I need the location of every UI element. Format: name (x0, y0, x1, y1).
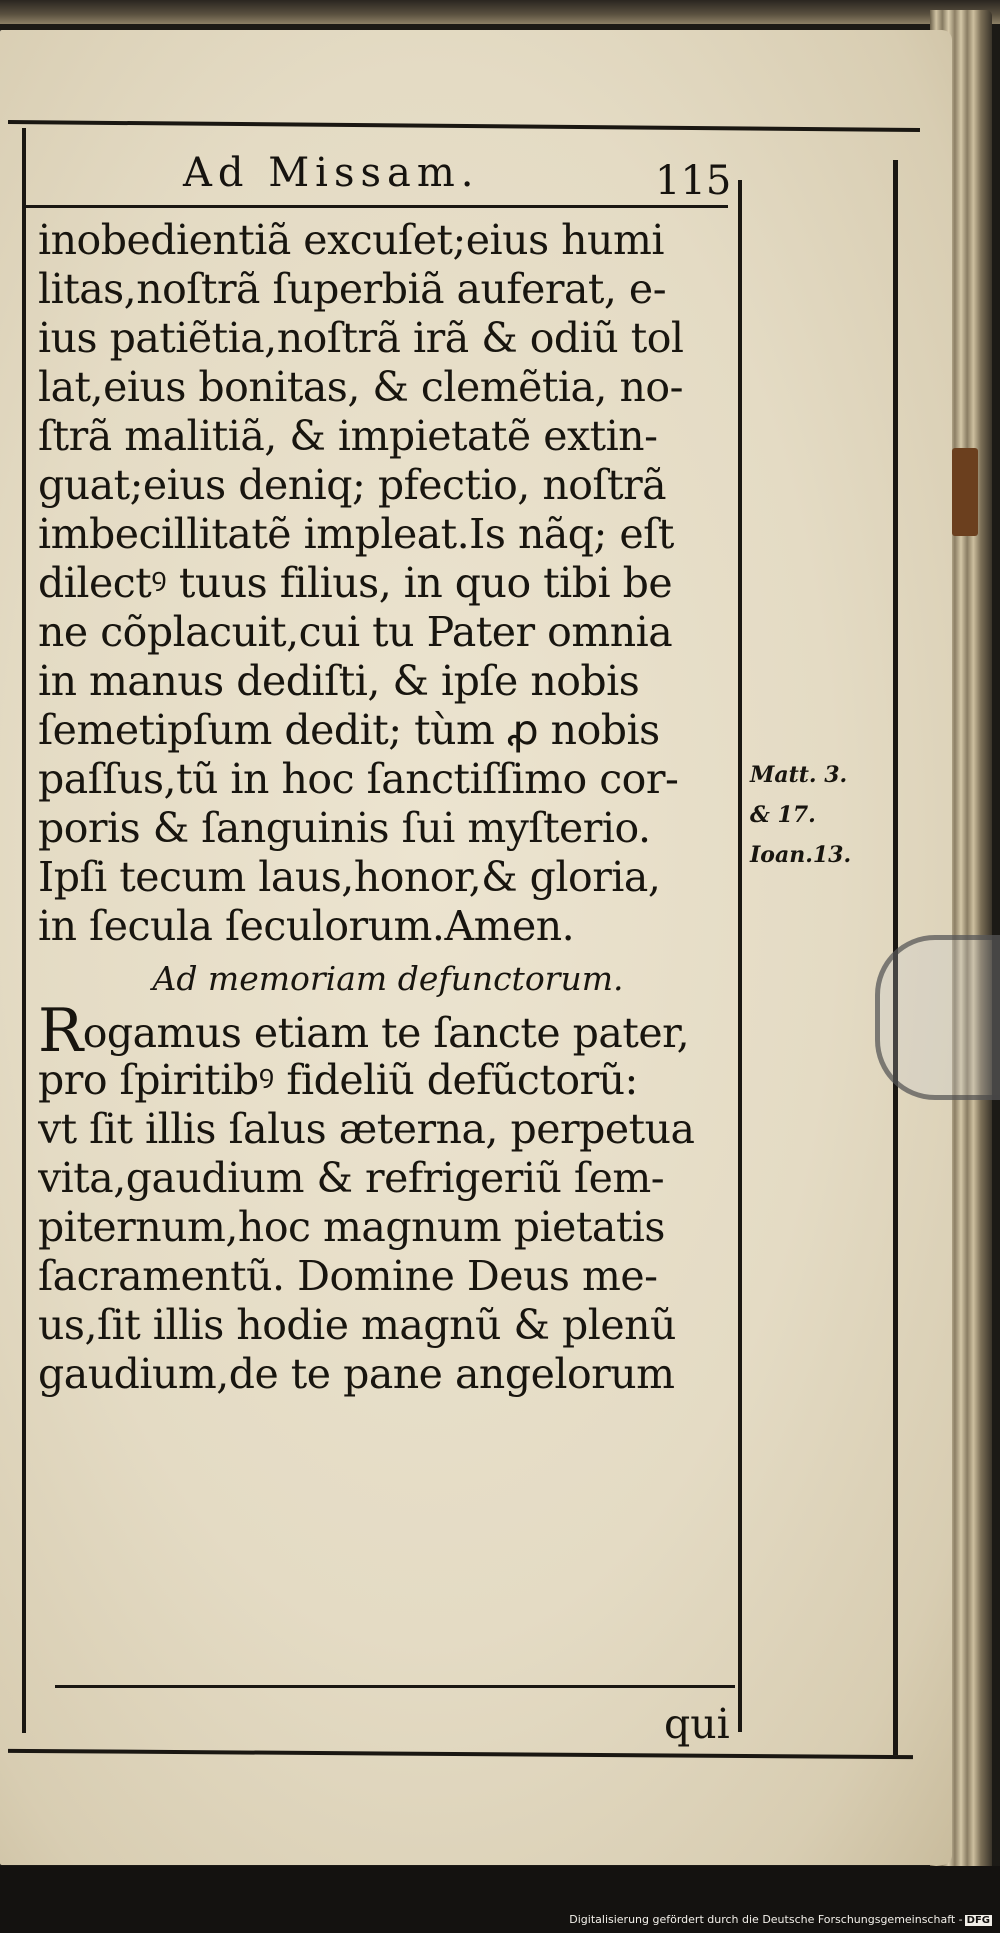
text-line: vita,gaudium & refrigeriũ ſem- (38, 1154, 665, 1202)
text-line: ſacramentũ. Domine Deus me- (38, 1252, 658, 1300)
drop-initial: R (38, 1007, 83, 1056)
text-line: litas,noſtrã ſuperbiã auferat, e- (38, 265, 667, 313)
text-line: poris & ſanguinis ſui myſterio. (38, 804, 651, 852)
text-line: in manus dediſti, & ipſe nobis (38, 657, 640, 705)
catchword: qui (664, 1700, 730, 1748)
text-line: vt ſit illis ſalus æterna, perpetua (38, 1105, 695, 1153)
running-head: Ad Missam. (183, 150, 480, 196)
text-line: in ſecula ſeculorum.Amen. (38, 902, 575, 950)
text-line: inobedientiã excuſet;eius humi (38, 216, 664, 264)
text-line: us,ſit illis hodie magnũ & plenũ (38, 1301, 676, 1349)
marginal-references (750, 755, 890, 875)
text-line: ſemetipſum dedit; tùm ꝓ nobis (38, 706, 660, 754)
section-first-line (38, 1007, 738, 1056)
page-number: 115 (655, 158, 732, 204)
text-line: piternum,hoc magnum pietatis (38, 1203, 665, 1251)
page-clip (875, 935, 1000, 1100)
dfg-logo: DFG (966, 1915, 990, 1926)
margin-note-line: & 17. (750, 802, 816, 828)
leather-tab (952, 448, 978, 536)
headline-rule (22, 205, 728, 208)
text-line: ſtrã malitiã, & impietatẽ extin- (38, 412, 658, 460)
digitization-credit (569, 1913, 992, 1926)
margin-note-line: Matt. 3. (750, 762, 848, 788)
text-bottom-rule (55, 1685, 735, 1688)
text-block (38, 216, 738, 1399)
text-line: dilectꝰ tuus filius, in quo tibi be (38, 559, 673, 607)
credit-text: Digitalisierung gefördert durch die Deutsche Forschungsgemeinschaft - (569, 1913, 963, 1926)
margin-note-line: Ioan.13. (750, 842, 852, 868)
book-top-edge (0, 0, 1000, 24)
frame-left-rule (22, 128, 26, 1733)
section-heading: Ad memoriam defunctorum. (152, 959, 624, 998)
section-first-line-text: ogamus etiam te ſancte pater, (82, 1009, 690, 1056)
frame-inner-rule (738, 180, 742, 1732)
text-line: ne cõplacuit,cui tu Pater omnia (38, 608, 673, 656)
text-line: ius patiẽtia,noſtrã irã & odiũ tol (38, 314, 684, 362)
text-line: pro ſpiritibꝰ fideliũ defũctorũ: (38, 1056, 638, 1104)
text-line: lat,eius bonitas, & clemẽtia, no- (38, 363, 683, 411)
text-line: paſſus,tũ in hoc ſanctiſſimo cor- (38, 755, 679, 803)
text-line: imbecillitatẽ impleat.Is nãq; eſt (38, 510, 674, 558)
text-line: Ipſi tecum laus,honor,& gloria, (38, 853, 661, 901)
text-line: gaudium,de te pane angelorum (38, 1350, 675, 1398)
text-line: guat;eius deniq; pfectio, noſtrã (38, 461, 667, 509)
